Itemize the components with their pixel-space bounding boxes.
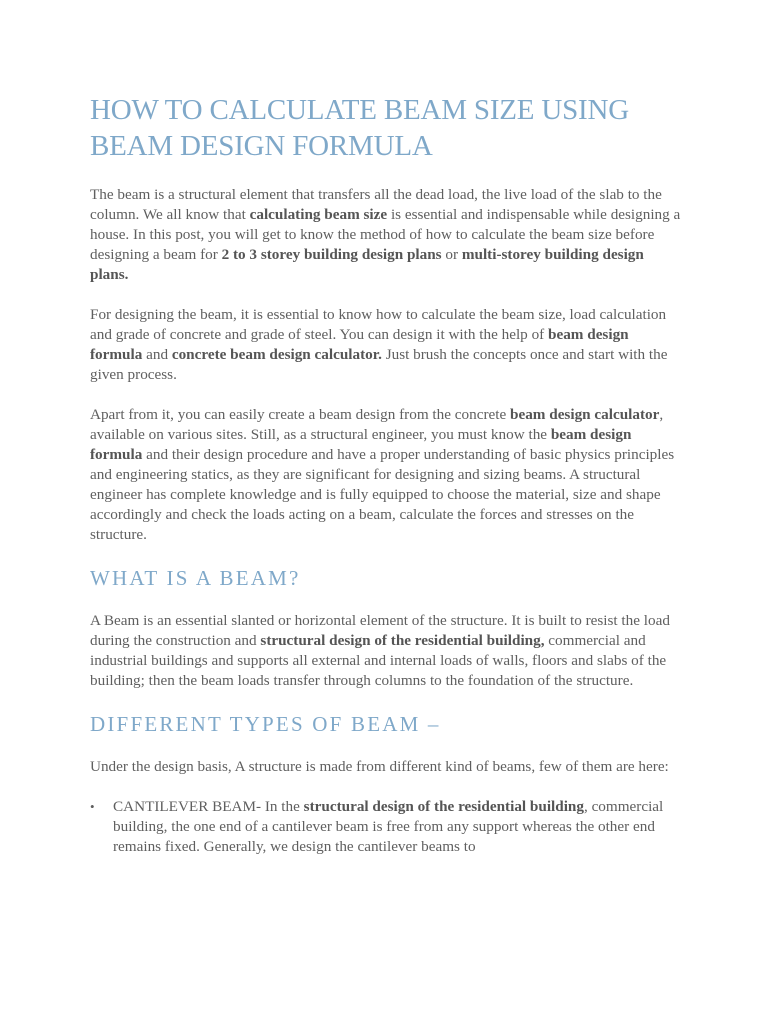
text-run: , commercial building, the one end of a cantilever beam is free from any support whereas the other end remains fixed. Generally, we design the cantilever beams to: [113, 798, 664, 855]
text-run: A Beam is an essential slanted or horizontal element of the structure. It is built to resist the load during the construction and: [90, 612, 670, 649]
page-title: [90, 92, 682, 164]
text-run: commercial and industrial buildings and supports all external and internal loads of walls, floors and slabs of the building; then the beam loads transfer through columns to the foundation of the structure.: [90, 632, 667, 689]
bold-text: 2 to 3 storey building design plans: [221, 246, 442, 263]
bold-text: concrete beam design calculator.: [171, 346, 382, 363]
text-run: or: [441, 246, 462, 263]
title-line-2: BEAM DESIGN FORMULA: [90, 130, 433, 162]
text-run: The beam is a structural element that transfers all the dead load, the live load of the slab to the column. We all know that: [90, 186, 662, 223]
bullet-icon: •: [90, 799, 95, 814]
bold-text: beam design calculator: [510, 406, 660, 423]
text-run: Just brush the concepts once and start with the given process.: [90, 346, 668, 383]
beam-definition-paragraph: [90, 611, 682, 691]
section-heading-beam-types: DIFFERENT TYPES OF BEAM –: [90, 712, 441, 736]
bold-text: multi-storey building design plans.: [90, 246, 644, 283]
intro-paragraph: [90, 185, 682, 285]
design-paragraph: [90, 305, 682, 385]
text-run: and their design procedure and have a proper understanding of basic physics principles and engineering statics, as they are significant for designing and sizing beams. A structural engineer has complete knowledge and is fully equipped to choose the material, size and shape accordingly and check the loads acting on a beam, calculate the forces and stresses on the structure.: [90, 446, 675, 543]
types-intro-paragraph: Under the design basis, A structure is made from different kind of beams, few of them are here:: [90, 758, 669, 775]
text-run: , available on various sites. Still, as a structural engineer, you must know the: [90, 406, 664, 443]
bold-text: beam design formula: [90, 426, 632, 463]
text-run: Apart from it, you can easily create a beam design from the concrete: [90, 406, 511, 423]
bold-text: structural design of the residential building,: [260, 632, 545, 649]
text-run: CANTILEVER BEAM- In the: [113, 798, 304, 815]
section-heading-what-is-beam: WHAT IS A BEAM?: [90, 566, 301, 590]
list-item: [90, 797, 682, 857]
text-run: For designing the beam, it is essential to know how to calculate the beam size, load calculation and grade of concrete and grade of steel. You can design it with the help of: [90, 306, 667, 343]
calculator-paragraph: [90, 405, 682, 545]
bold-text: beam design formula: [90, 326, 629, 363]
text-run: is essential and indispensable while designing a house. In this post, you will get to know the method of how to calculate the beam size before designing a beam for: [90, 206, 681, 263]
beam-types-list: [90, 797, 682, 857]
title-line-1: HOW TO CALCULATE BEAM SIZE USING: [90, 94, 629, 126]
text-run: and: [142, 346, 172, 363]
bold-text: structural design of the residential building: [303, 798, 584, 815]
document-page: [90, 92, 682, 857]
bold-text: calculating beam size: [249, 206, 388, 223]
